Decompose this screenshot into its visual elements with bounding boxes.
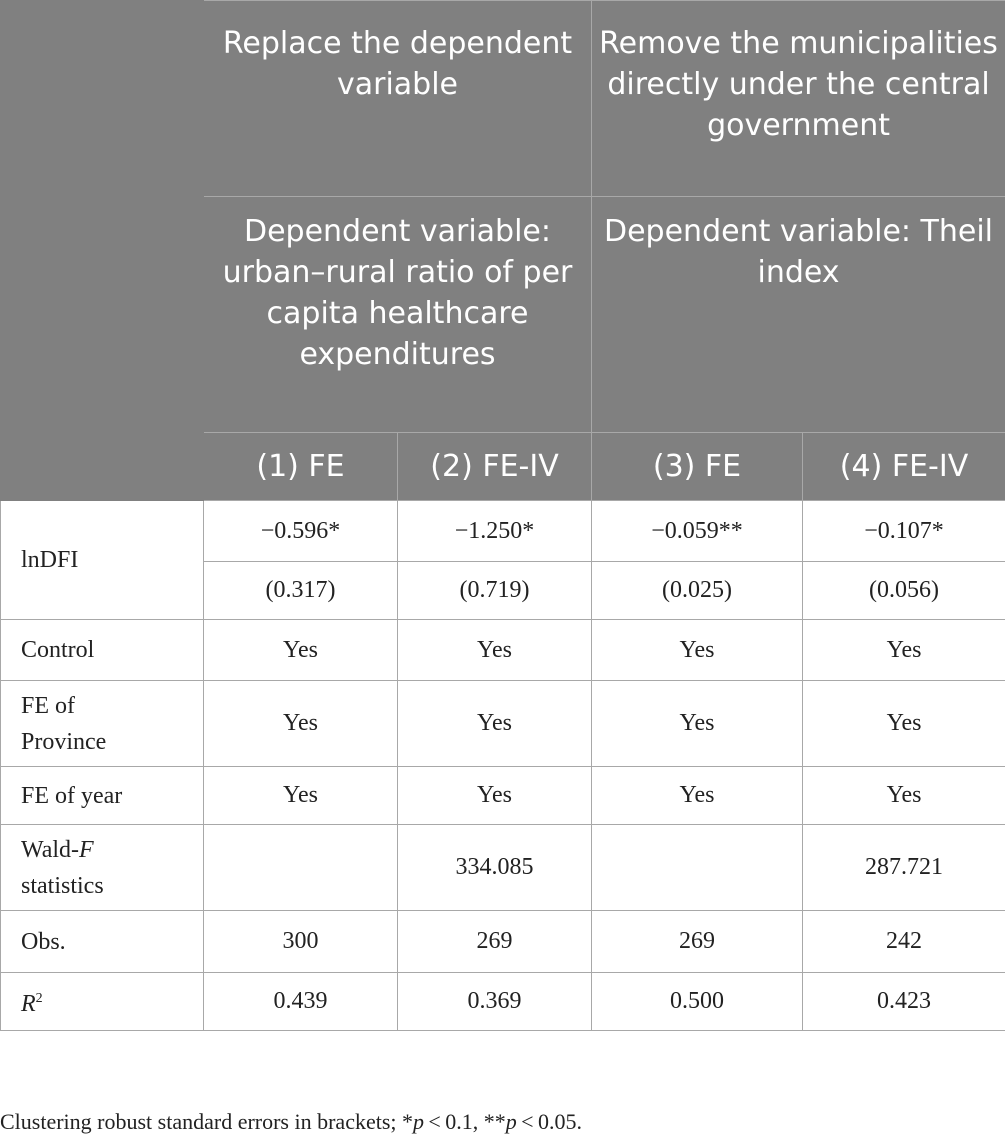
- cell-fe-province-4: Yes: [803, 681, 1005, 767]
- footnote-p-italic-2: p: [505, 1109, 517, 1134]
- cell-wald-f-1: [204, 825, 398, 911]
- column-header-4: (4) FE-IV: [803, 433, 1005, 501]
- column-header-2: (2) FE-IV: [398, 433, 592, 501]
- cell-control-1: Yes: [204, 620, 398, 681]
- header-dv-theil-index: Dependent variable: Theil index: [592, 197, 1005, 433]
- footnote-text-c: < 0.05.: [516, 1109, 582, 1134]
- cell-fe-year-3: Yes: [592, 767, 803, 825]
- table-row-obs: [1, 911, 1005, 973]
- footnote-text-a: Clustering robust standard errors in brackets; *: [0, 1109, 414, 1134]
- cell-lndfi-coef-3: −0.059**: [592, 501, 803, 562]
- table-footnote: [0, 1109, 582, 1135]
- table-row-wald-f: [1, 825, 1005, 911]
- cell-fe-year-1: Yes: [204, 767, 398, 825]
- header-group-remove-municipalities: Remove the municipalities directly under the central government: [592, 1, 1005, 197]
- row-label-obs: Obs.: [1, 911, 204, 973]
- cell-fe-province-2: Yes: [398, 681, 592, 767]
- row-label-fe-year: FE of year: [1, 767, 204, 825]
- row-label-wald-prefix: Wald-: [21, 836, 80, 863]
- cell-obs-3: 269: [592, 911, 803, 973]
- row-label-fe-province: [1, 681, 204, 767]
- cell-lndfi-coef-1: −0.596*: [204, 501, 398, 562]
- header-blank-cell: [1, 1, 204, 501]
- cell-obs-4: 242: [803, 911, 1005, 973]
- cell-obs-2: 269: [398, 911, 592, 973]
- row-label-r-superscript: 2: [35, 991, 43, 1006]
- row-label-wald-f-italic: F: [79, 836, 94, 863]
- table-row-fe-province: [1, 681, 1005, 767]
- cell-r-squared-3: 0.500: [592, 973, 803, 1031]
- row-label-r-squared: [1, 973, 204, 1031]
- cell-fe-province-3: Yes: [592, 681, 803, 767]
- cell-r-squared-1: 0.439: [204, 973, 398, 1031]
- cell-control-3: Yes: [592, 620, 803, 681]
- cell-fe-year-2: Yes: [398, 767, 592, 825]
- row-label-r-italic: R: [21, 991, 36, 1017]
- column-header-3: (3) FE: [592, 433, 803, 501]
- cell-obs-1: 300: [204, 911, 398, 973]
- column-header-1: (1) FE: [204, 433, 398, 501]
- cell-wald-f-4: 287.721: [803, 825, 1005, 911]
- cell-control-4: Yes: [803, 620, 1005, 681]
- row-label-lndfi: lnDFI: [1, 501, 204, 620]
- cell-lndfi-coef-2: −1.250*: [398, 501, 592, 562]
- header-dv-healthcare-ratio: Dependent variable: urban–rural ratio of per capita healthcare expenditures: [204, 197, 592, 433]
- footnote-text-b: < 0.1, **: [424, 1109, 506, 1134]
- cell-control-2: Yes: [398, 620, 592, 681]
- cell-fe-province-1: Yes: [204, 681, 398, 767]
- table-row-r-squared: [1, 973, 1005, 1031]
- cell-lndfi-se-4: (0.056): [803, 562, 1005, 620]
- cell-wald-f-2: 334.085: [398, 825, 592, 911]
- row-label-wald-statistics: statistics: [21, 872, 104, 899]
- cell-wald-f-3: [592, 825, 803, 911]
- cell-lndfi-se-1: (0.317): [204, 562, 398, 620]
- table-row-lndfi-coef: [1, 501, 1005, 562]
- cell-fe-year-4: Yes: [803, 767, 1005, 825]
- cell-lndfi-se-3: (0.025): [592, 562, 803, 620]
- row-label-fe-province-line2: Province: [21, 728, 107, 755]
- row-label-control: Control: [1, 620, 204, 681]
- cell-r-squared-2: 0.369: [398, 973, 592, 1031]
- table-row-control: [1, 620, 1005, 681]
- row-label-wald-f: [1, 825, 204, 911]
- footnote-p-italic-1: p: [413, 1109, 425, 1134]
- cell-lndfi-coef-4: −0.107*: [803, 501, 1005, 562]
- header-group-replace-dv: Replace the dependent variable: [204, 1, 592, 197]
- cell-r-squared-4: 0.423: [803, 973, 1005, 1031]
- row-label-fe-province-line1: FE of: [21, 692, 75, 719]
- table-row-fe-year: [1, 767, 1005, 825]
- cell-lndfi-se-2: (0.719): [398, 562, 592, 620]
